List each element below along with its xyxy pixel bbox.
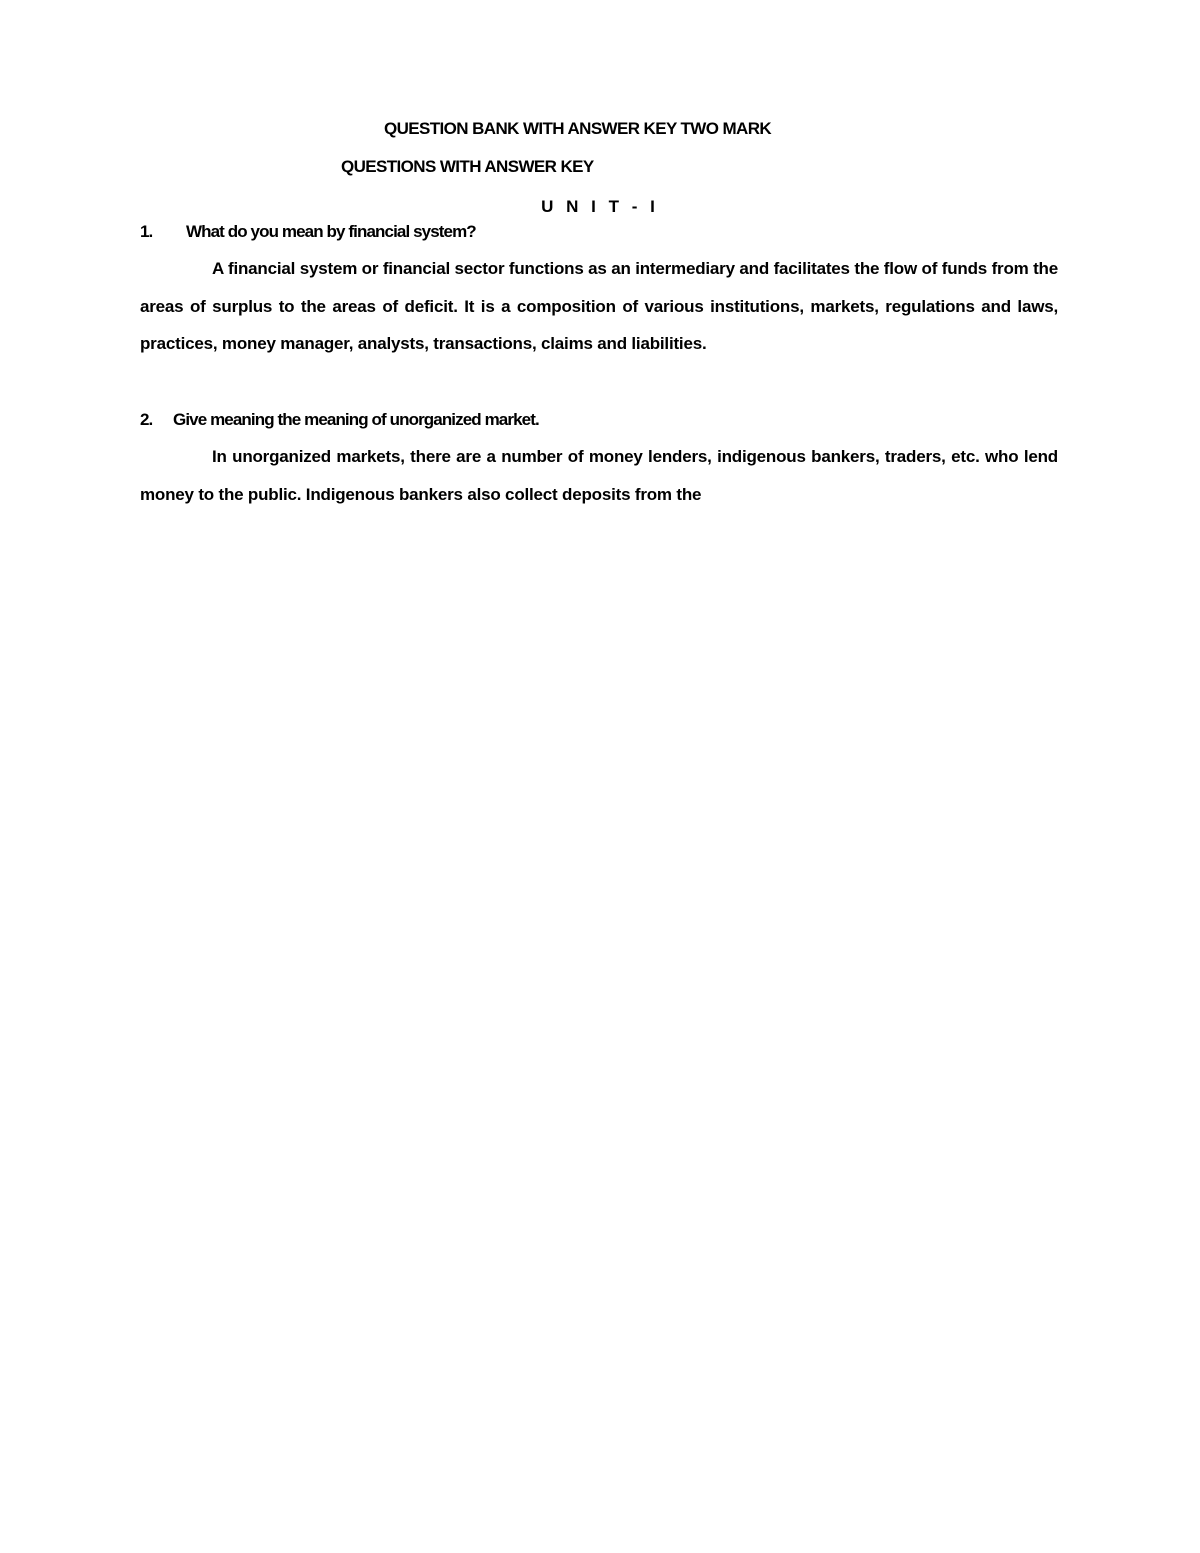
- question-number: 1.: [140, 222, 153, 241]
- question-text: What do you mean by financial system?: [186, 222, 476, 241]
- question-1: [140, 222, 1060, 242]
- unit-heading: [0, 197, 1200, 217]
- answer-2: In unorganized markets, there are a number of money lenders, indigenous bankers, traders, etc. who lend money to the public. Indigenous bankers also collect deposits from the: [140, 447, 1058, 504]
- question-text: Give meaning the meaning of unorganized market.: [173, 410, 539, 429]
- answer-1: A financial system or financial sector functions as an intermediary and facilitates the flow of funds from the areas of surplus to the areas of deficit. It is a composition of various institutions, markets, regulations and laws, practices, money manager, analysts, transactions, claims and liabilities.: [140, 259, 1058, 353]
- unit-heading-text: U N I T - I: [541, 197, 659, 216]
- question-2: [140, 410, 1060, 430]
- document-title-line-2: QUESTIONS WITH ANSWER KEY: [341, 157, 594, 176]
- document-title-line-1: QUESTION BANK WITH ANSWER KEY TWO MARK: [384, 119, 772, 138]
- question-number: 2.: [140, 410, 153, 429]
